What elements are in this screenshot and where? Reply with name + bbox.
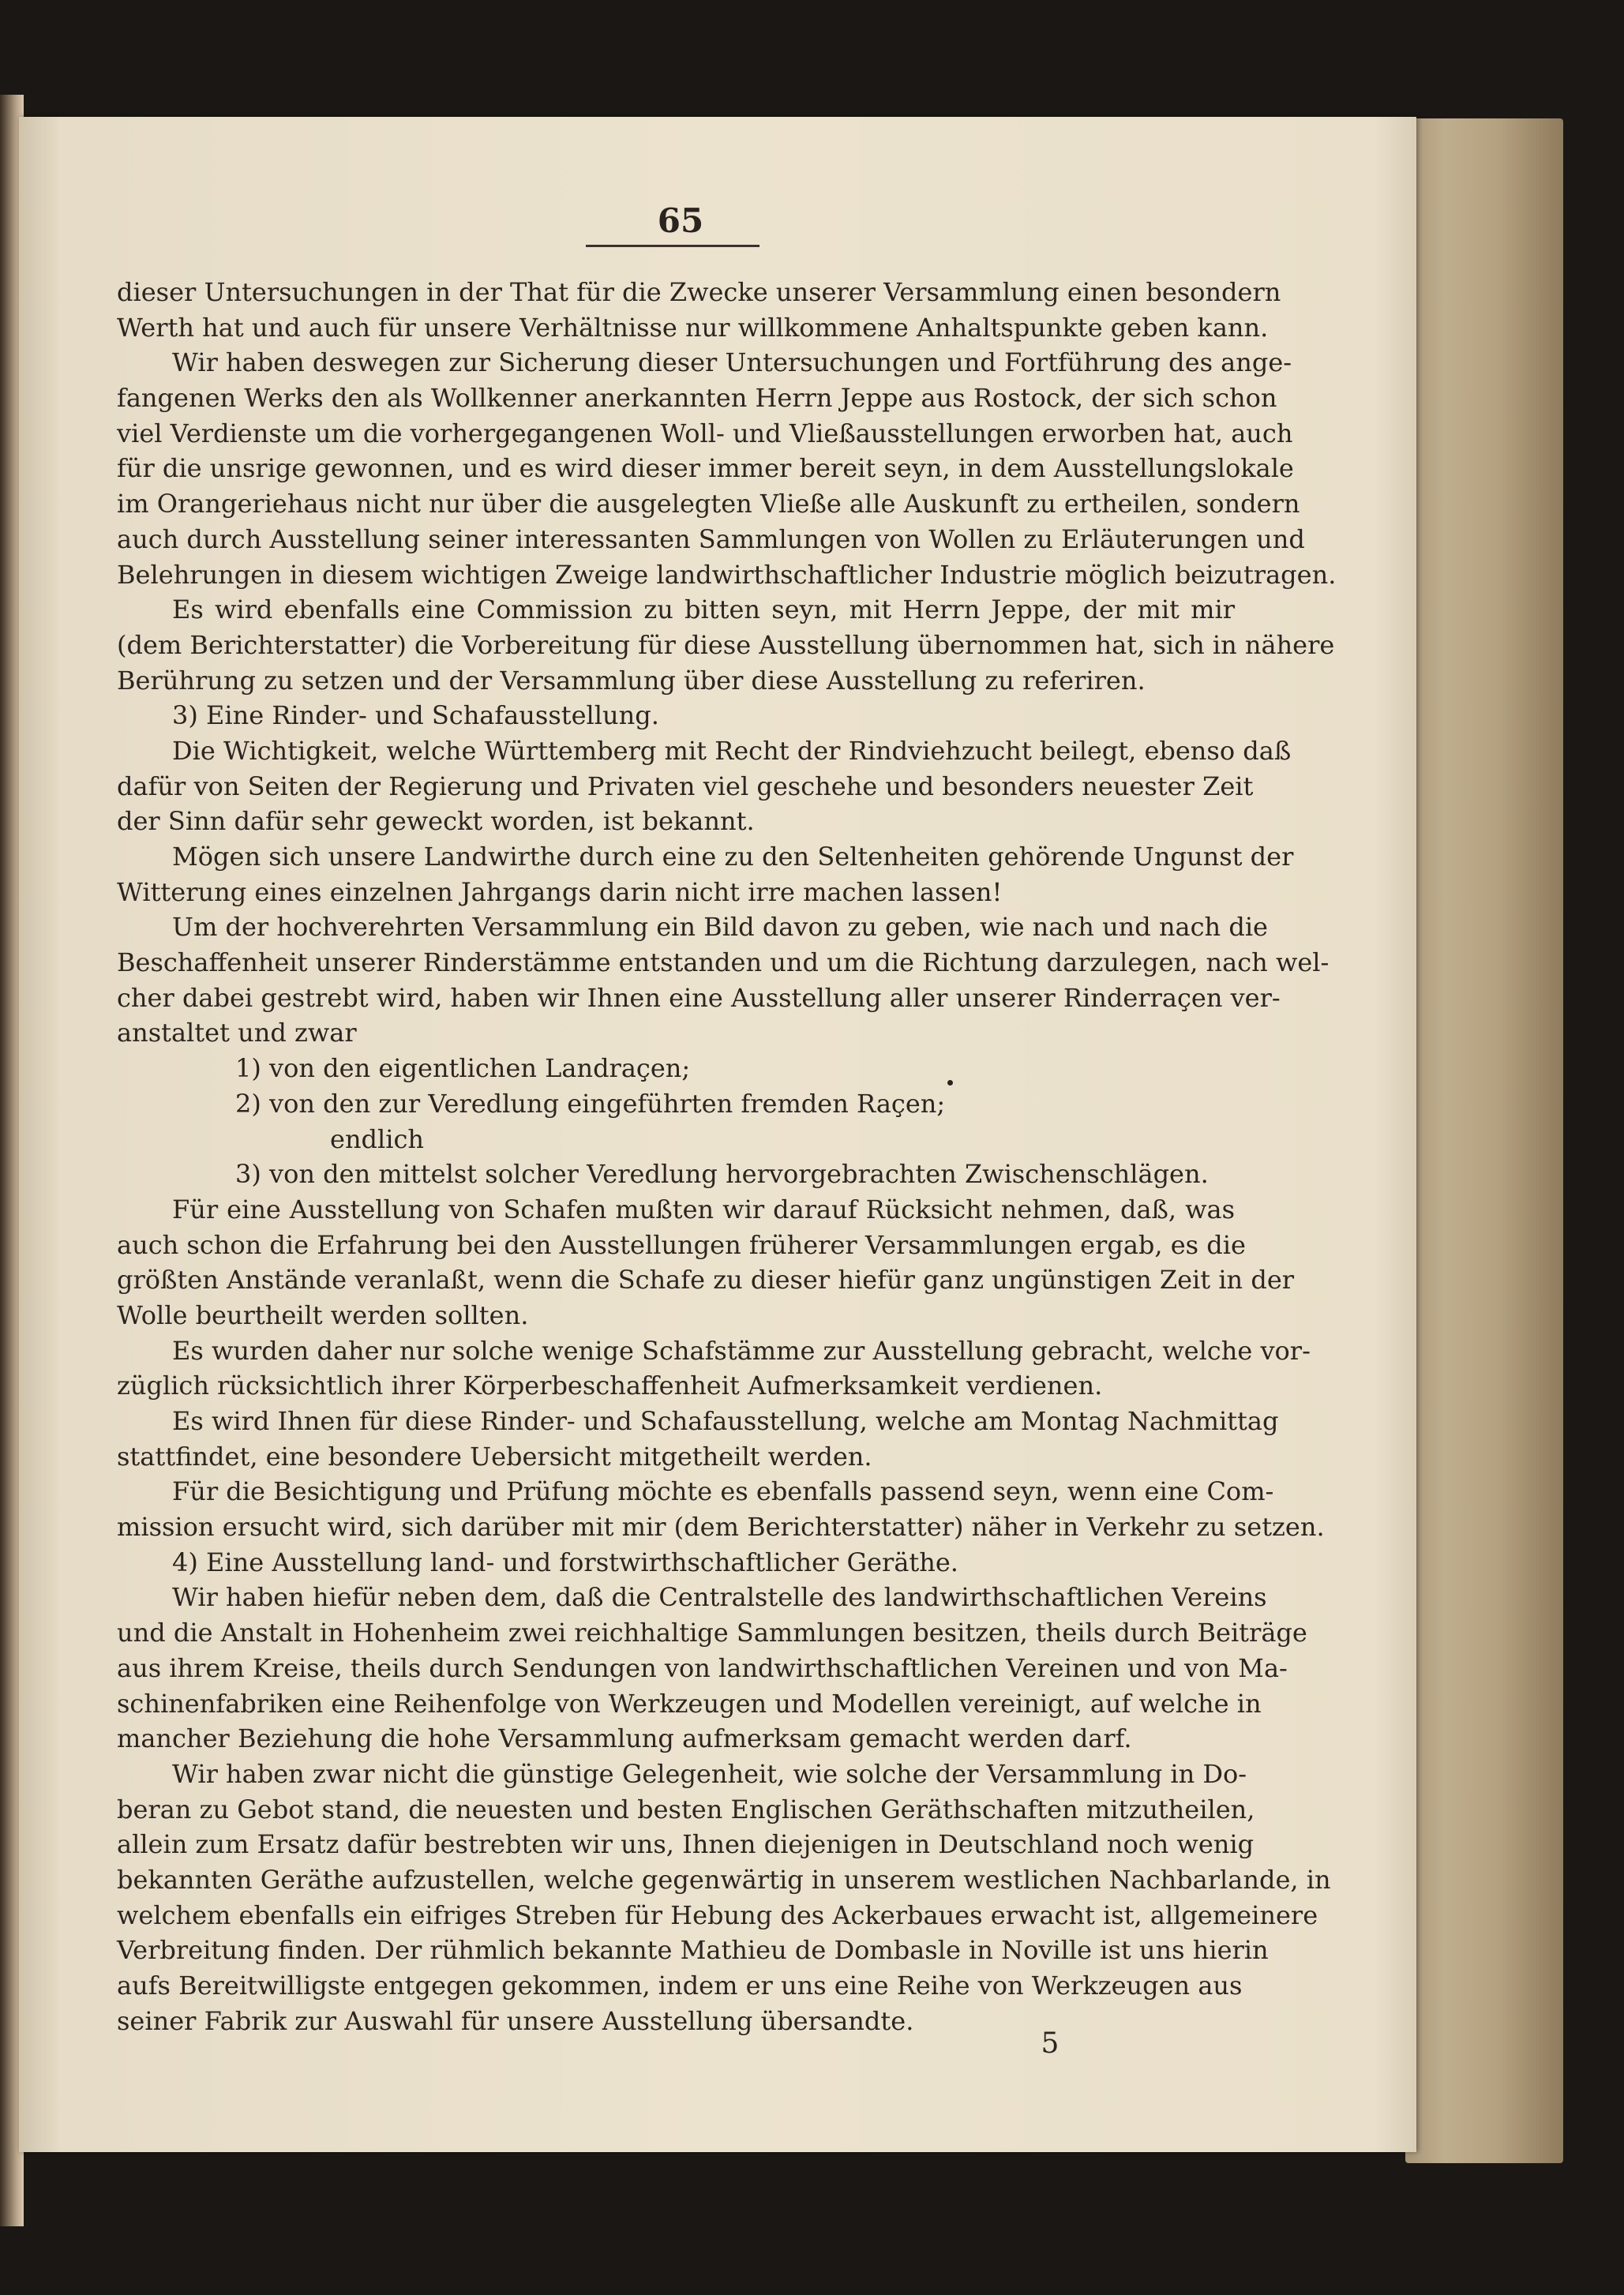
- text-line: auch durch Ausstellung seiner interessanten Sammlungen von Wollen zu Erläuterungen und: [117, 523, 1305, 554]
- text-line: Werth hat und auch für unsere Verhältnisse nur willkommene Anhaltspunkte geben kann.: [117, 312, 1269, 343]
- text-line: stattfindet, eine besondere Uebersicht mitgetheilt werden.: [117, 1441, 872, 1472]
- text-line: allein zum Ersatz dafür bestrebten wir uns, Ihnen diejenigen in Deutschland noch wenig: [117, 1829, 1255, 1860]
- text-line: viel Verdienste um die vorhergegangenen Woll- und Vließausstellungen erworben hat, auch: [117, 418, 1293, 448]
- text-line: Es wird Ihnen für diese Rinder- und Schafausstellung, welche am Montag Nachmittag: [172, 1406, 1279, 1436]
- text-line: für die unsrige gewonnen, und es wird dieser immer bereit seyn, in dem Ausstellungslokale: [117, 453, 1294, 484]
- text-line: Es wurden daher nur solche wenige Schafstämme zur Ausstellung gebracht, welche vor-: [172, 1335, 1311, 1366]
- text-line: Belehrungen in diesem wichtigen Zweige landwirthschaftlicher Industrie möglich beizutragen.: [117, 559, 1337, 590]
- text-line: im Orangeriehaus nicht nur über die ausgelegten Vließe alle Auskunft zu ertheilen, sondern: [117, 489, 1300, 519]
- text-line: Wir haben hiefür neben dem, daß die Centralstelle des landwirthschaftlichen Vereins: [172, 1582, 1267, 1613]
- text-line: seiner Fabrik zur Auswahl für unsere Ausstellung übersandte.: [117, 2005, 914, 2036]
- text-line: anstaltet und zwar: [117, 1018, 357, 1048]
- text-line: züglich rücksichtlich ihrer Körperbeschaffenheit Aufmerksamkeit verdienen.: [117, 1371, 1103, 1401]
- text-line: und die Anstalt in Hohenheim zwei reichhaltige Sammlungen besitzen, theils durch Beiträge: [117, 1618, 1307, 1648]
- text-line: Mögen sich unsere Landwirthe durch eine zu den Seltenheiten gehörende Ungunst der: [172, 842, 1294, 872]
- text-line: mancher Beziehung die hohe Versammlung aufmerksam gemacht werden darf.: [117, 1723, 1132, 1754]
- text-line: Für die Besichtigung und Prüfung möchte es ebenfalls passend seyn, wenn eine Com-: [172, 1476, 1274, 1507]
- book-cover-edge: [1405, 118, 1563, 2163]
- text-line: Beschaffenheit unserer Rinderstämme entstanden und um die Richtung darzulegen, nach wel-: [117, 947, 1330, 978]
- ink-speck: [947, 1080, 953, 1086]
- text-line: fangenen Werks den als Wollkenner anerkannten Herrn Jeppe aus Rostock, der sich schon: [117, 383, 1277, 414]
- text-line: Wir haben zwar nicht die günstige Gelegenheit, wie solche der Versammlung in Do-: [172, 1758, 1247, 1789]
- text-line: schinenfabriken eine Reihenfolge von Werkzeugen und Modellen vereinigt, auf welche in: [117, 1688, 1262, 1719]
- page-number: 65: [657, 201, 704, 240]
- text-line: welchem ebenfalls ein eifriges Streben für Hebung des Ackerbaues erwacht ist, allgemeinere: [117, 1899, 1318, 1930]
- text-line: beran zu Gebot stand, die neuesten und besten Englischen Geräthschaften mitzutheilen,: [117, 1794, 1255, 1824]
- text-line: (dem Berichterstatter) die Vorbereitung für diese Ausstellung übernommen hat, sich in nähere: [117, 629, 1335, 660]
- section-heading: 4) Eine Ausstellung land- und forstwirthschaftlicher Geräthe.: [172, 1547, 958, 1577]
- text-line: aufs Bereitwilligste entgegen gekommen, indem er uns eine Reihe von Werkzeugen aus: [117, 1971, 1243, 2001]
- text-line: Verbreitung finden. Der rühmlich bekannte Mathieu de Dombasle in Noville ist uns hierin: [117, 1935, 1269, 1966]
- text-line: Für eine Ausstellung von Schafen mußten wir darauf Rücksicht nehmen, daß, was: [172, 1194, 1235, 1224]
- page-body: [117, 275, 1337, 2038]
- text-line: Berührung zu setzen und der Versammlung über diese Ausstellung zu referiren.: [117, 665, 1146, 696]
- text-line: Wolle beurtheilt werden sollten.: [117, 1299, 529, 1330]
- text-line: aus ihrem Kreise, theils durch Sendungen von landwirthschaftlichen Vereinen und von Ma-: [117, 1652, 1288, 1683]
- section-heading: 3) Eine Rinder- und Schafausstellung.: [172, 700, 659, 731]
- text-line: Um der hochverehrten Versammlung ein Bild davon zu geben, wie nach und nach die: [172, 912, 1268, 943]
- text-line: cher dabei gestrebt wird, haben wir Ihnen eine Ausstellung aller unserer Rinderraçen ver-: [117, 982, 1281, 1013]
- text-line: auch schon die Erfahrung bei den Ausstellungen früherer Versammlungen ergab, es die: [117, 1229, 1246, 1260]
- list-item: 1) von den eigentlichen Landraçen;: [235, 1053, 691, 1084]
- text-line: dieser Untersuchungen in der That für die Zwecke unserer Versammlung einen besondern: [117, 277, 1281, 307]
- list-item: 2) von den zur Veredlung eingeführten fremden Raçen;: [235, 1088, 946, 1119]
- header-rule: [586, 245, 759, 247]
- list-item: endlich: [330, 1123, 425, 1154]
- text-line: Witterung eines einzelnen Jahrgangs darin nicht irre machen lassen!: [117, 876, 1003, 907]
- text-line: Wir haben deswegen zur Sicherung dieser Untersuchungen und Fortführung des ange-: [172, 347, 1292, 378]
- text-line: Es wird ebenfalls eine Commission zu bitten seyn, mit Herrn Jeppe, der mit mir: [172, 594, 1235, 625]
- text-line: größten Anstände veranlaßt, wenn die Schafe zu dieser hiefür ganz ungünstigen Zeit in der: [117, 1265, 1295, 1296]
- text-line: dafür von Seiten der Regierung und Privaten viel geschehe und besonders neuester Zeit: [117, 771, 1254, 801]
- list-item: 3) von den mittelst solcher Veredlung hervorgebrachten Zwischenschlägen.: [235, 1159, 1209, 1190]
- signature-mark: 5: [1041, 2027, 1060, 2060]
- text-line: mission ersucht wird, sich darüber mit mir (dem Berichterstatter) näher in Verkehr zu setzen.: [117, 1512, 1325, 1543]
- text-line: Die Wichtigkeit, welche Württemberg mit Recht der Rindviehzucht beilegt, ebenso daß: [172, 735, 1292, 766]
- text-line: der Sinn dafür sehr geweckt worden, ist bekannt.: [117, 806, 755, 837]
- text-line: bekannten Geräthe aufzustellen, welche gegenwärtig in unserem westlichen Nachbarlande, in: [117, 1864, 1331, 1895]
